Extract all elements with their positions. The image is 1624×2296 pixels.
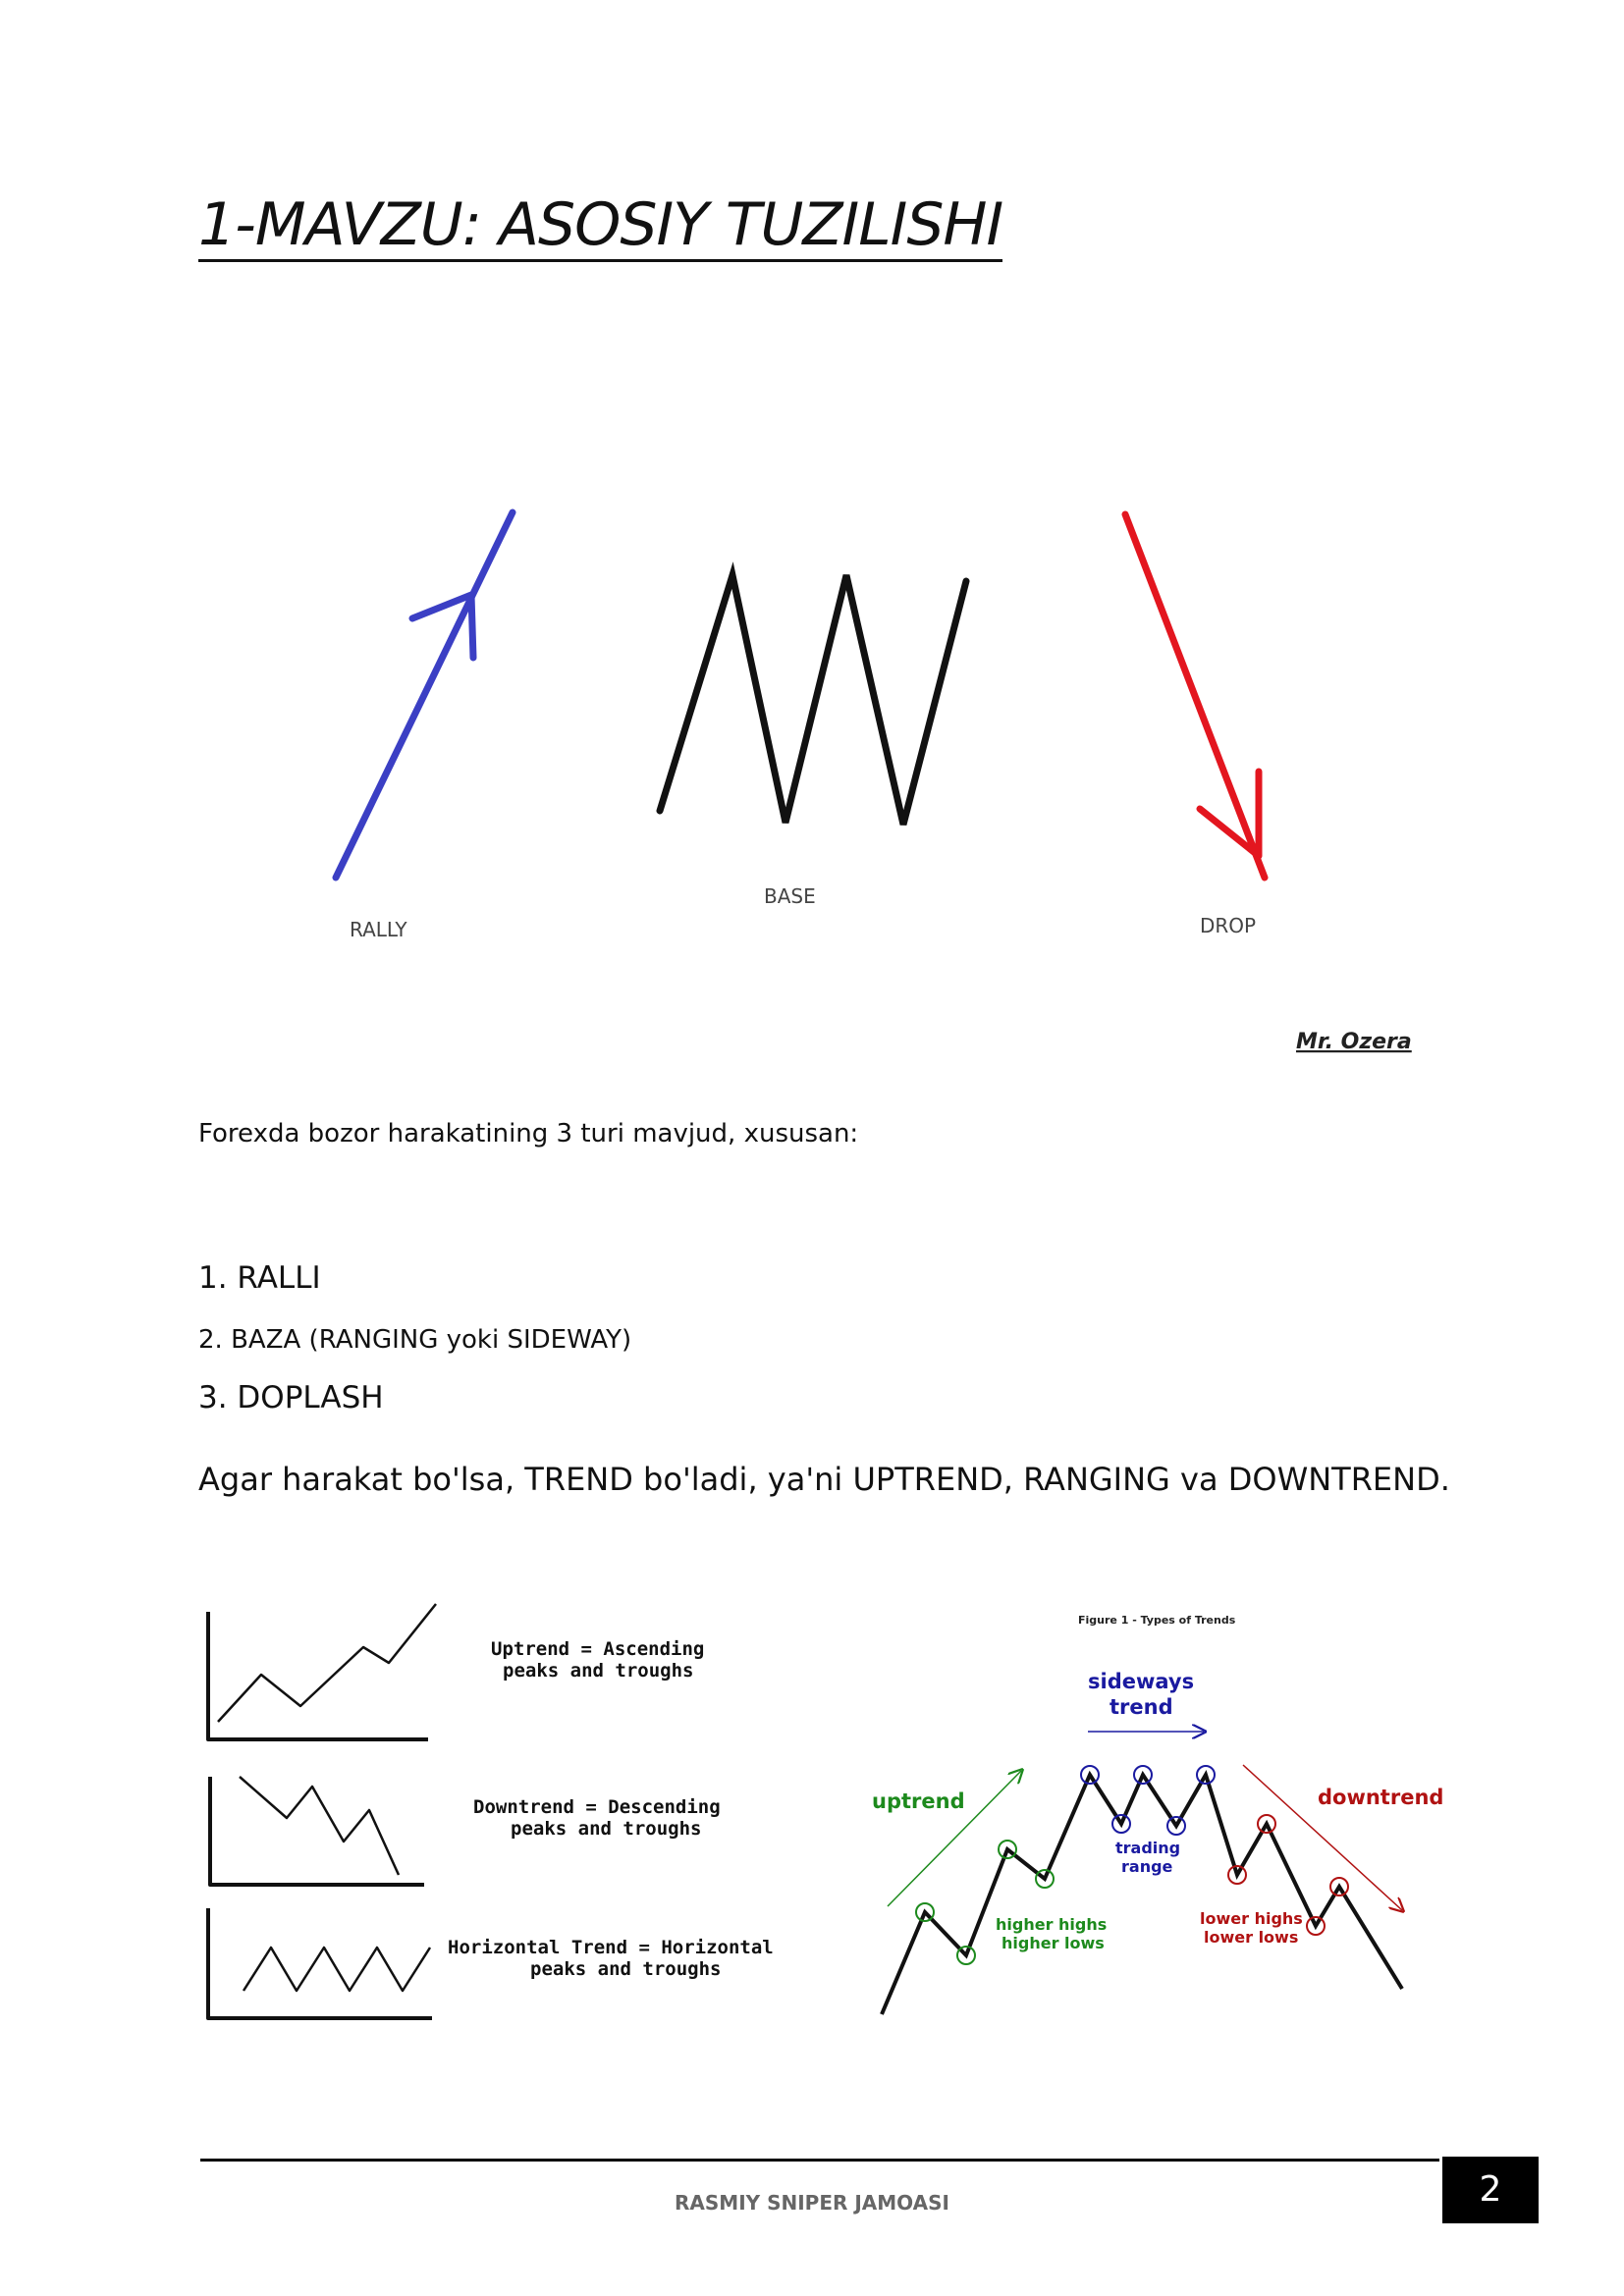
list-item-1: 1. RALLI (198, 1260, 321, 1296)
higher-highs-label: higher highs (996, 1915, 1108, 1934)
page-title: 1-MAVZU: ASOSIY TUZILISHI (198, 192, 1002, 262)
downtrend-caption-line1: Downtrend = Descending (473, 1796, 721, 1818)
downtrend-line (240, 1777, 399, 1875)
list-item-3: 3. DOPLASH (198, 1380, 384, 1415)
sideways-label-line2: trend (1110, 1695, 1173, 1719)
list-item-2: 2. BAZA (RANGING yoki SIDEWAY) (198, 1325, 632, 1355)
base-zigzag (660, 575, 966, 825)
horizontal-caption-line1: Horizontal Trend = Horizontal (448, 1937, 774, 1958)
market-structure-figure (295, 491, 1453, 1080)
downtrend-caption-line2: peaks and troughs (511, 1818, 702, 1840)
trend-types-figure (196, 1590, 785, 2032)
rally-label: RALLY (350, 918, 407, 941)
figure3-title: Figure 1 - Types of Trends (1078, 1614, 1236, 1627)
horizontal-axes (208, 1908, 432, 2018)
trading-range-label-line2: range (1121, 1857, 1173, 1876)
lower-lows-label: lower lows (1204, 1928, 1299, 1947)
intro-text: Forexda bozor harakatining 3 turi mavjud, xususan: (198, 1119, 859, 1148)
uptrend-axes (208, 1612, 428, 1739)
trading-range-label-line1: trading (1115, 1839, 1181, 1857)
uptrend-caption-line1: Uptrend = Ascending (491, 1638, 705, 1660)
uptrend-label: uptrend (872, 1789, 965, 1813)
horizontal-caption-line2: peaks and troughs (530, 1958, 722, 1980)
page-number: 2 (1442, 2157, 1539, 2223)
rally-arrow (336, 512, 513, 878)
downtrend-label: downtrend (1318, 1786, 1444, 1809)
footer-divider (200, 2159, 1439, 2162)
summary-text: Agar harakat bo'lsa, TREND bo'ladi, ya'ni UPTREND, RANGING va DOWNTREND. (198, 1461, 1450, 1498)
uptrend-caption-line2: peaks and troughs (503, 1660, 694, 1682)
horizontal-line (244, 1948, 430, 1991)
footer-text: RASMIY SNIPER JAMOASI (675, 2191, 949, 2215)
base-label: BASE (764, 884, 816, 908)
uptrend-line (218, 1604, 436, 1722)
author-signature: Mr. Ozera (1296, 1030, 1412, 1054)
types-of-trends-figure (864, 1600, 1463, 2022)
drop-label: DROP (1200, 914, 1257, 937)
sideways-label-line1: sideways (1088, 1670, 1195, 1693)
higher-lows-label: higher lows (1001, 1934, 1105, 1952)
lower-highs-label: lower highs (1200, 1909, 1303, 1928)
drop-arrow (1125, 514, 1265, 878)
